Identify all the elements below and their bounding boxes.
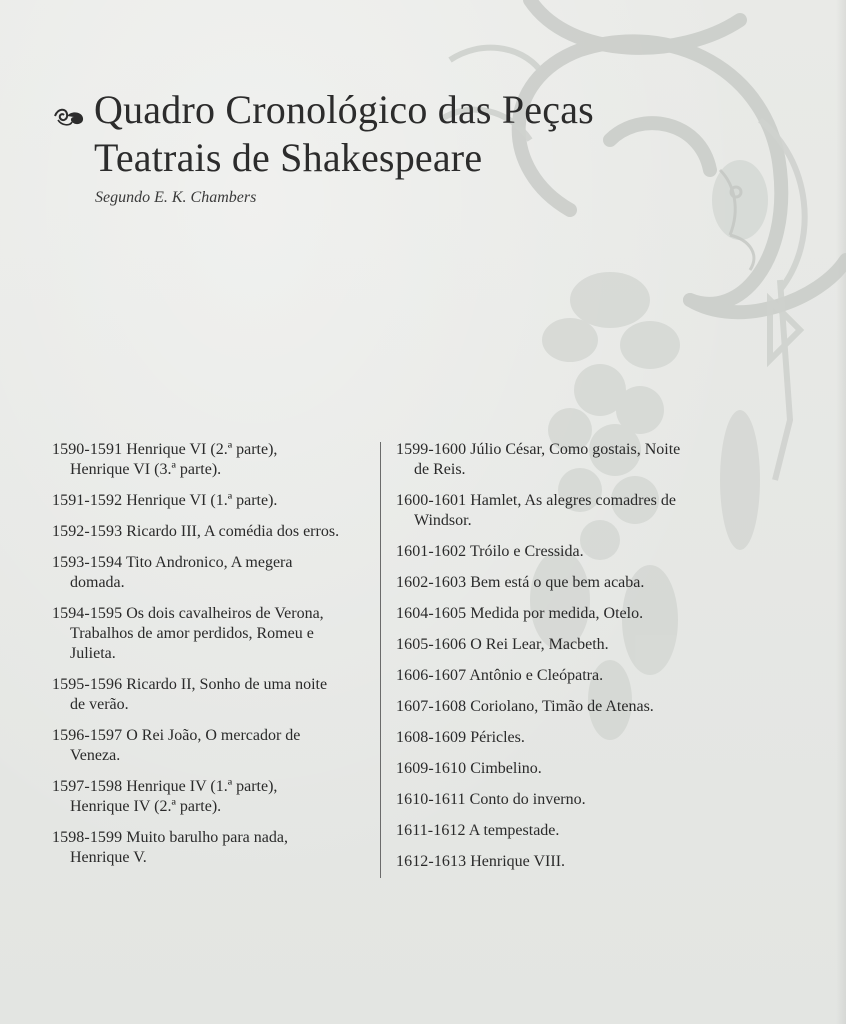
entry-continuation: de verão. xyxy=(70,696,129,713)
entry-years: 1612-1613 xyxy=(396,853,467,870)
entry-years: 1599-1600 xyxy=(396,441,467,458)
entry-first-line xyxy=(396,790,726,810)
chronology-entry xyxy=(52,604,370,664)
entry-years: 1601-1602 xyxy=(396,543,467,560)
chronology-entry xyxy=(396,852,726,872)
entry-continuation: Henrique V. xyxy=(70,849,147,866)
entry-years: 1611-1612 xyxy=(396,822,466,839)
entry-plays: Henrique VI (1.ª parte). xyxy=(126,492,278,509)
chronology-entry xyxy=(52,522,370,542)
entry-plays: Henrique VI (2.ª parte), xyxy=(126,441,278,458)
entry-years: 1593-1594 xyxy=(52,554,123,571)
entry-years: 1610-1611 xyxy=(396,791,466,808)
entry-first-line xyxy=(52,777,370,797)
chronology-column-right xyxy=(396,440,726,883)
entry-plays: A tempestade. xyxy=(468,822,560,839)
entry-plays: Bem está o que bem acaba. xyxy=(470,574,645,591)
entry-plays: O Rei João, O mercador de xyxy=(126,727,301,744)
page-title xyxy=(52,86,652,182)
entry-first-line xyxy=(52,553,370,573)
chronology-entry xyxy=(396,821,726,841)
entry-continuation: Windsor. xyxy=(414,512,472,529)
entry-years: 1602-1603 xyxy=(396,574,467,591)
entry-plays: Cimbelino. xyxy=(470,760,542,777)
entry-first-line xyxy=(396,821,726,841)
entry-plays: Medida por medida, Otelo. xyxy=(470,605,644,622)
entry-first-line xyxy=(52,491,370,511)
entry-plays: Tito Andronico, A megera xyxy=(125,554,293,571)
chronology-entry xyxy=(52,675,370,715)
entry-continuation: Trabalhos de amor perdidos, Romeu e xyxy=(70,625,314,642)
entry-years: 1595-1596 xyxy=(52,676,123,693)
title-block xyxy=(52,86,652,182)
entry-plays: O Rei Lear, Macbeth. xyxy=(470,636,609,653)
entry-years: 1592-1593 xyxy=(52,523,123,540)
entry-years: 1590-1591 xyxy=(52,441,123,458)
entry-plays: Coriolano, Timão de Atenas. xyxy=(470,698,654,715)
entry-continuation: domada. xyxy=(70,574,125,591)
entry-first-line xyxy=(396,635,726,655)
chronology-entry xyxy=(396,790,726,810)
entry-years: 1605-1606 xyxy=(396,636,467,653)
subtitle: Segundo E. K. Chambers xyxy=(95,189,257,206)
chronology-entry xyxy=(52,440,370,480)
entry-first-line xyxy=(396,440,726,460)
chronology-entry xyxy=(396,666,726,686)
entry-years: 1600-1601 xyxy=(396,492,467,509)
chronology-column-left xyxy=(52,440,370,879)
entry-years: 1594-1595 xyxy=(52,605,123,622)
entry-plays: Júlio César, Como gostais, Noite xyxy=(470,441,681,458)
chronology-entry xyxy=(396,542,726,562)
chronology-entry xyxy=(396,440,726,480)
chronology-entry xyxy=(396,697,726,717)
entry-plays: Ricardo III, A comédia dos erros. xyxy=(126,523,340,540)
entry-plays: Tróilo e Cressida. xyxy=(469,543,584,560)
entry-plays: Hamlet, As alegres comadres de xyxy=(470,492,676,509)
entry-plays: Conto do inverno. xyxy=(469,791,586,808)
chronology-entry xyxy=(52,553,370,593)
title-line-1: Quadro Cronológico das Peças xyxy=(94,87,594,132)
entry-plays: Péricles. xyxy=(470,729,525,746)
entry-years: 1604-1605 xyxy=(396,605,467,622)
entry-plays: Henrique VIII. xyxy=(470,853,566,870)
entry-first-line xyxy=(52,522,370,542)
entry-years: 1606-1607 xyxy=(396,667,467,684)
entry-first-line xyxy=(396,666,726,686)
entry-years: 1607-1608 xyxy=(396,698,467,715)
entry-years: 1597-1598 xyxy=(52,778,123,795)
entry-continuation: Henrique VI (3.ª parte). xyxy=(70,461,222,478)
entry-first-line xyxy=(52,726,370,746)
entry-first-line xyxy=(52,604,370,624)
chronology-entry xyxy=(396,491,726,531)
fleuron-icon xyxy=(52,104,86,128)
entry-plays: Os dois cavalheiros de Verona, xyxy=(126,605,324,622)
entry-continuation: Julieta. xyxy=(70,645,116,662)
entry-plays: Henrique IV (1.ª parte), xyxy=(126,778,278,795)
entry-continuation: Henrique IV (2.ª parte). xyxy=(70,798,222,815)
chronology-entry xyxy=(396,728,726,748)
chronology-entry xyxy=(396,604,726,624)
chronology-entry xyxy=(396,573,726,593)
entry-plays: Ricardo II, Sonho de uma noite xyxy=(126,676,328,693)
chronology-entry xyxy=(396,759,726,779)
entry-plays: Muito barulho para nada, xyxy=(126,829,288,846)
chronology-entry xyxy=(396,635,726,655)
entry-plays: Antônio e Cleópatra. xyxy=(469,667,604,684)
entry-first-line xyxy=(52,675,370,695)
entry-years: 1591-1592 xyxy=(52,492,123,509)
entry-years: 1598-1599 xyxy=(52,829,123,846)
entry-first-line xyxy=(396,697,726,717)
entry-first-line xyxy=(396,573,726,593)
title-line-2: Teatrais de Shakespeare xyxy=(94,135,483,180)
chronology-entry xyxy=(52,777,370,817)
entry-first-line xyxy=(396,759,726,779)
entry-first-line xyxy=(396,852,726,872)
entry-first-line xyxy=(396,491,726,511)
entry-first-line xyxy=(52,440,370,460)
entry-first-line xyxy=(396,728,726,748)
entry-years: 1596-1597 xyxy=(52,727,123,744)
entry-first-line xyxy=(396,604,726,624)
entry-continuation: de Reis. xyxy=(414,461,466,478)
entry-years: 1609-1610 xyxy=(396,760,467,777)
chronology-entry xyxy=(52,491,370,511)
entry-continuation: Veneza. xyxy=(70,747,121,764)
chronology-entry xyxy=(52,828,370,868)
entry-years: 1608-1609 xyxy=(396,729,467,746)
column-divider xyxy=(380,442,381,878)
entry-first-line xyxy=(396,542,726,562)
entry-first-line xyxy=(52,828,370,848)
chronology-entry xyxy=(52,726,370,766)
